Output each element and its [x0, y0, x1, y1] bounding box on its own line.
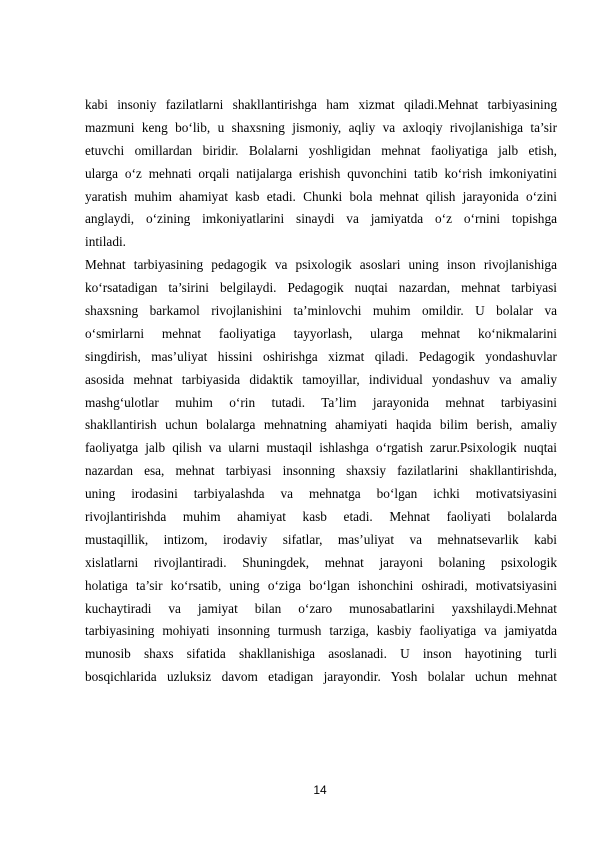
text-line: mashg‘ulotlar muhim o‘rin tutadi. Ta’lim jarayonida mehnat tarbiyasini — [85, 394, 557, 410]
text-line: xislatlarni rivojlantiradi. Shuningdek, mehnat jarayoni bolaning psixologik — [85, 554, 557, 570]
text-line: uning irodasini tarbiyalashda va mehnatga bo‘lgan ichki motivatsiyasini — [85, 486, 557, 502]
text-line: mustaqillik, intizom, irodaviy sifatlar, mas’uliyat va mehnatsevarlik kabi — [85, 531, 557, 547]
text-line: ko‘rsatadigan ta’sirini belgilaydi. Pedagogik nuqtai nazardan, mehnat tarbiyasi — [85, 280, 557, 296]
text-line: singdirish, mas’uliyat hissini oshirishga xizmat qiladi. Pedagogik yondashuvlar — [85, 348, 557, 364]
text-line: asosida mehnat tarbiyasida didaktik tamoyillar, individual yondashuv va amaliy — [85, 371, 557, 387]
text-line: Mehnat tarbiyasining pedagogik va psixologik asoslari uning inson rivojlanishiga — [85, 257, 557, 273]
text-line: rivojlantirishda muhim ahamiyat kasb etadi. Mehnat faoliyati bolalarda — [85, 509, 557, 525]
text-line: faoliyatga jalb qilish va ularni mustaqil ishlashga o‘rgatish zarur.Psixologik nuqtai — [85, 440, 557, 456]
text-line: bosqichlarida uzluksiz davom etadigan jarayondir. Yosh bolalar uchun mehnat — [85, 669, 557, 685]
text-line: anglaydi, o‘zining imkoniyatlarini sinaydi va jamiyatda o‘z o‘rnini topishga — [85, 211, 557, 227]
text-line: holatiga ta’sir ko‘rsatib, uning o‘ziga bo‘lgan ishonchini oshiradi, motivatsiyasini — [85, 577, 557, 593]
text-line: etuvchi omillardan biridir. Bolalarni yoshligidan mehnat faoliyatiga jalb etish, — [85, 142, 557, 158]
text-line: intiladi. — [85, 234, 126, 250]
text-line: ularga o‘z mehnati orqali natijalarga erishish quvonchini tatib ko‘rish imkoniyatini — [85, 165, 557, 181]
text-line: kabi insoniy fazilatlarni shakllantirishga ham xizmat qiladi.Mehnat tarbiyasining — [85, 97, 557, 112]
text-line: shaxsning barkamol rivojlanishini ta’minlovchi muhim omildir. U bolalar va — [85, 303, 557, 319]
body-text — [85, 94, 557, 689]
text-line: yaratish muhim ahamiyat kasb etadi. Chunki bola mehnat qilish jarayonida o‘zini — [85, 188, 557, 204]
text-line: o‘smirlarni mehnat faoliyatiga tayyorlash, ularga mehnat ko‘nikmalarini — [85, 325, 557, 341]
text-line: tarbiyasining mohiyati insonning turmush tarziga, kasbiy faoliyatiga va jamiyatda — [85, 623, 557, 639]
text-line: kuchaytiradi va jamiyat bilan o‘zaro munosabatlarini yaxshilaydi.Mehnat — [85, 600, 557, 616]
text-line: shakllantirish uchun bolalarga mehnatning ahamiyati haqida bilim berish, amaliy — [85, 417, 557, 433]
text-line: mazmuni keng bo‘lib, u shaxsning jismoniy, aqliy va axloqiy rivojlanishiga ta’sir — [85, 119, 557, 135]
page-number: 14 — [313, 783, 327, 797]
text-line: nazardan esa, mehnat tarbiyasi insonning shaxsiy fazilatlarini shakllantirishda, — [85, 463, 557, 479]
text-line: munosib shaxs sifatida shakllanishiga asoslanadi. U inson hayotining turli — [85, 646, 557, 662]
